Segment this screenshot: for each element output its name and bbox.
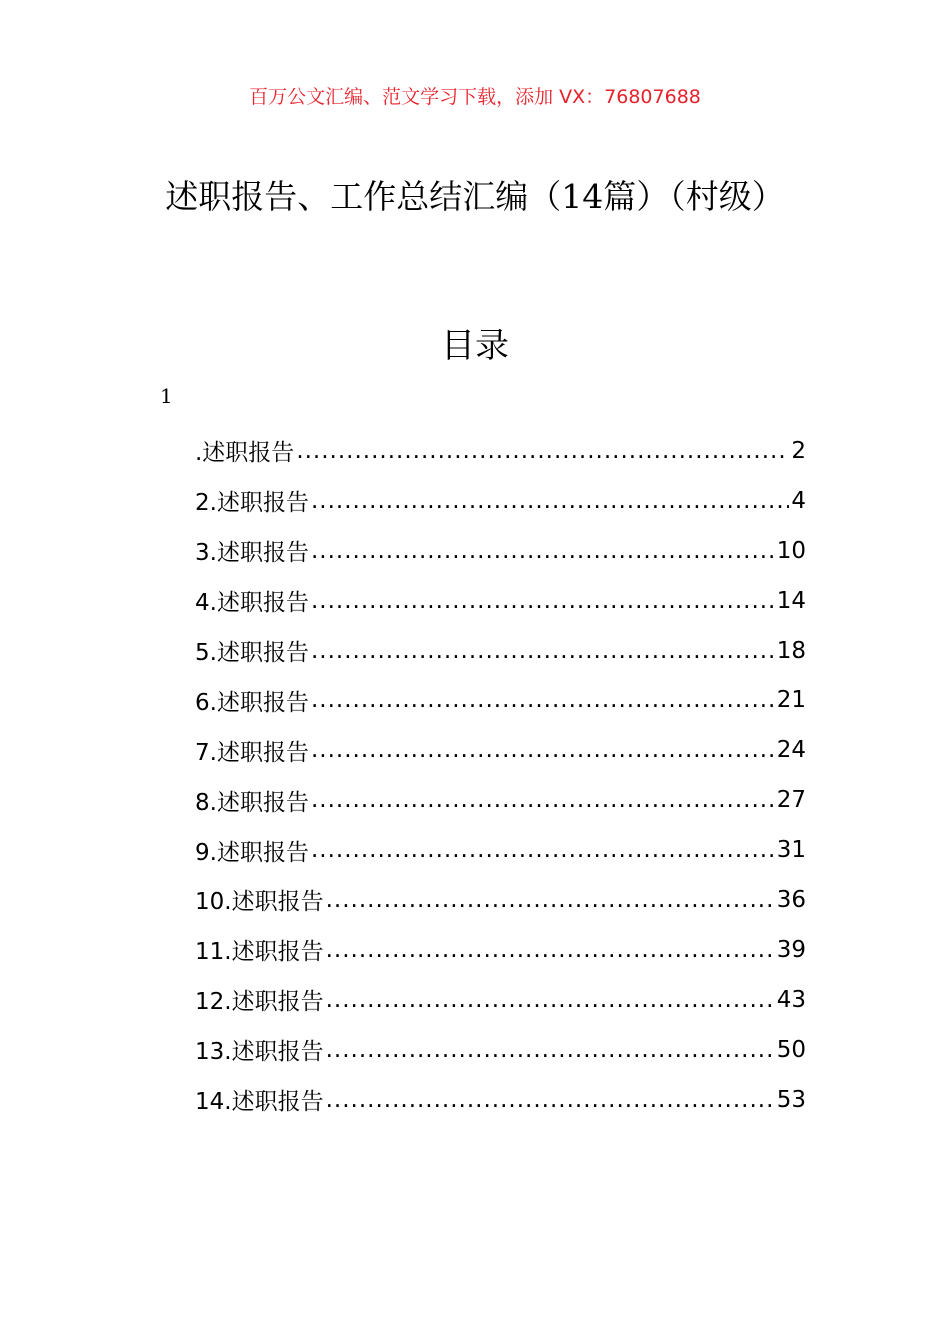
toc-entry[interactable]: [195, 476, 806, 526]
toc-entry-page: 4: [791, 487, 806, 514]
toc-dot-leader: [311, 787, 775, 813]
toc-entry-label: 6.述职报告: [195, 689, 309, 716]
toc-entry-page: 10: [776, 537, 806, 564]
toc-entry-page: 14: [776, 587, 806, 614]
toc-dot-leader: [311, 737, 775, 763]
toc-dot-leader: [326, 1037, 775, 1063]
toc-entry-label: 14.述职报告: [195, 1089, 324, 1116]
toc-entry-page: 50: [776, 1036, 806, 1063]
toc-entry-page: 31: [776, 837, 806, 864]
toc-entry[interactable]: [195, 675, 806, 725]
toc-entry[interactable]: [195, 626, 806, 676]
toc-dot-leader: [311, 638, 775, 664]
toc-entry-page: 36: [776, 886, 806, 913]
toc-entry-page: 18: [776, 637, 806, 664]
toc-entry[interactable]: [195, 1025, 806, 1075]
toc-entry-label: 12.述职报告: [195, 989, 324, 1016]
toc-entry-page: 24: [776, 737, 806, 764]
toc-dot-leader: [326, 987, 775, 1013]
toc-dot-leader: [311, 687, 775, 713]
toc-entry-label: 13.述职报告: [195, 1039, 324, 1066]
promo-header: 百万公文汇编、范文学习下载，添加 VX：76807688: [249, 86, 701, 108]
toc-dot-leader: [326, 937, 775, 963]
toc-entry-label: 7.述职报告: [195, 739, 309, 766]
toc-entry[interactable]: [195, 1075, 806, 1125]
toc-entry[interactable]: [195, 576, 806, 626]
toc-entry-label: 2.述职报告: [195, 490, 309, 517]
title-part-1: 述职报告、工作总结汇编（: [165, 177, 562, 216]
document-title: [150, 174, 800, 220]
toc-entry-label: .述职报告: [195, 440, 295, 467]
toc-entry-label: 10.述职报告: [195, 889, 324, 916]
toc-dot-leader: [296, 438, 789, 464]
toc-entry-label: 3.述职报告: [195, 540, 309, 567]
toc-heading: 目录: [441, 326, 509, 366]
toc-entry-label: 11.述职报告: [195, 939, 324, 966]
stray-number: 1: [160, 384, 173, 408]
toc-entry-label: 8.述职报告: [195, 789, 309, 816]
toc-dot-leader: [326, 1087, 775, 1113]
toc-entry[interactable]: [195, 426, 806, 476]
toc-entry-label: 4.述职报告: [195, 590, 309, 617]
toc-entry[interactable]: [195, 725, 806, 775]
toc-entry-page: 53: [776, 1086, 806, 1113]
toc-entry[interactable]: [195, 526, 806, 576]
toc-entry[interactable]: [195, 825, 806, 875]
title-part-2: 篇）（村级）: [603, 177, 785, 216]
toc-entry[interactable]: [195, 925, 806, 975]
toc-dot-leader: [311, 837, 775, 863]
toc-entry-page: 39: [776, 936, 806, 963]
toc-entry-label: 5.述职报告: [195, 640, 309, 666]
toc-dot-leader: [311, 588, 775, 614]
table-of-contents: [195, 426, 806, 1124]
toc-dot-leader: [311, 538, 775, 564]
toc-entry[interactable]: [195, 975, 806, 1025]
toc-entry-page: 2: [791, 437, 806, 464]
toc-entry-label: 9.述职报告: [195, 839, 309, 866]
toc-entry[interactable]: [195, 875, 806, 925]
toc-entry-page: 43: [776, 986, 806, 1013]
toc-dot-leader: [326, 887, 775, 913]
toc-dot-leader: [311, 488, 789, 514]
toc-entry-page: 27: [776, 787, 806, 814]
toc-entry-page: 21: [776, 687, 806, 714]
toc-entry[interactable]: [195, 775, 806, 825]
title-count: 14: [561, 177, 604, 216]
